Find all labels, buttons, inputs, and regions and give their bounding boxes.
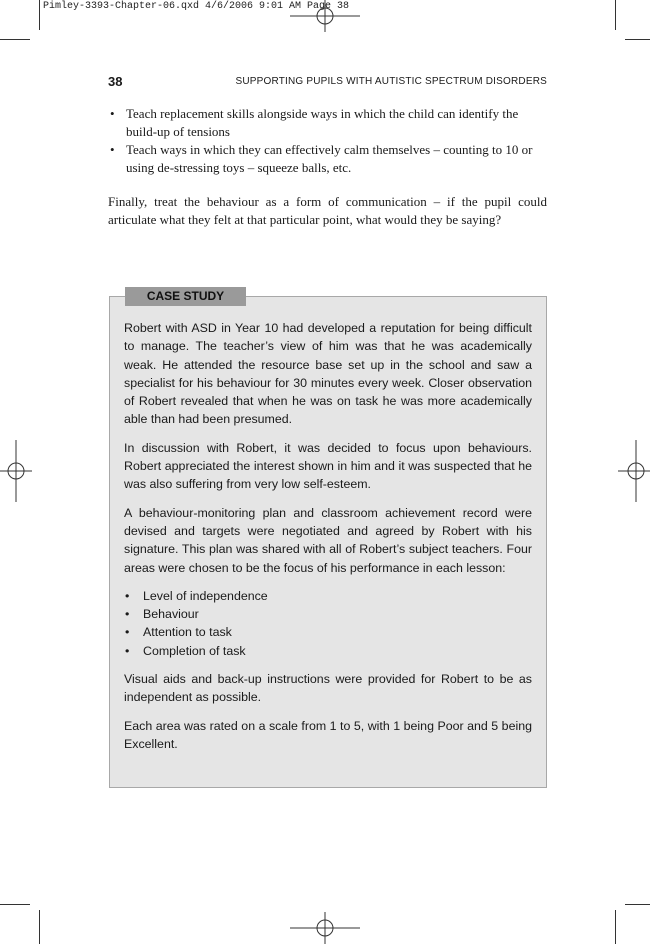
crop-mark-top-right-v [615, 0, 616, 30]
crop-mark-top-left-h [0, 39, 30, 40]
list-item: • Level of independence [124, 587, 532, 605]
crop-mark-top-left-v [39, 0, 40, 30]
case-paragraph: Each area was rated on a scale from 1 to 5, with 1 being Poor and 5 being Excellent. [124, 718, 532, 751]
body-paragraph: Finally, treat the behaviour as a form of communication – if the pupil could articulate what they felt at that particular point, what would they be saying? [108, 194, 547, 227]
case-study-content [124, 319, 532, 763]
registration-mark-left-icon [0, 440, 32, 502]
printer-slug: Pimley-3393-Chapter-06.qxd 4/6/2006 9:01 AM Page 38 [43, 1, 350, 12]
list-item: • Attention to task [124, 623, 532, 641]
list-item: • Teach replacement skills alongside ways in which the child can identify the build-up of tensions [108, 105, 547, 141]
running-head: SUPPORTING PUPILS WITH AUTISTIC SPECTRUM DISORDERS [235, 76, 547, 87]
crop-mark-bottom-right-v [615, 910, 616, 944]
crop-mark-top-right-h [625, 39, 650, 40]
case-paragraph: Robert with ASD in Year 10 had developed a reputation for being difficult to manage. The teacher’s view of him was that he was academically weak. He attended the resource base set up in the school and saw a specialist for his behaviour for 30 minutes every week. Closer observation of Robert revealed that when he was on task he was more academically able than had been presumed. [124, 321, 532, 427]
list-item: • Completion of task [124, 642, 532, 660]
crop-mark-bottom-right-h [625, 904, 650, 905]
registration-mark-bottom-icon [290, 912, 360, 944]
crop-mark-bottom-left-h [0, 904, 30, 905]
case-paragraph: In discussion with Robert, it was decided to focus upon behaviours. Robert appreciated the interest shown in him and it was suspected that he was also suffering from very low self-esteem. [124, 440, 532, 492]
case-paragraph: A behaviour-monitoring plan and classroom achievement record were devised and targets were negotiated and agreed by Robert with his signature. This plan was shared with all of Robert’s subject teachers. Four areas were chosen to be the focus of his performance in each lesson: [124, 505, 532, 575]
crop-mark-bottom-left-v [39, 910, 40, 944]
case-paragraph: Visual aids and back-up instructions were provided for Robert to be as independent as possible. [124, 672, 532, 705]
focus-areas-list [124, 587, 532, 660]
list-item: • Behaviour [124, 605, 532, 623]
strategy-list [108, 105, 547, 177]
list-item: • Teach ways in which they can effectively calm themselves – counting to 10 or using de-stressing toys – squeeze balls, etc. [108, 141, 547, 177]
registration-mark-right-icon [618, 440, 650, 502]
page-number: 38 [108, 74, 123, 89]
registration-mark-top-icon [290, 0, 360, 32]
case-study-label: CASE STUDY [125, 287, 246, 306]
